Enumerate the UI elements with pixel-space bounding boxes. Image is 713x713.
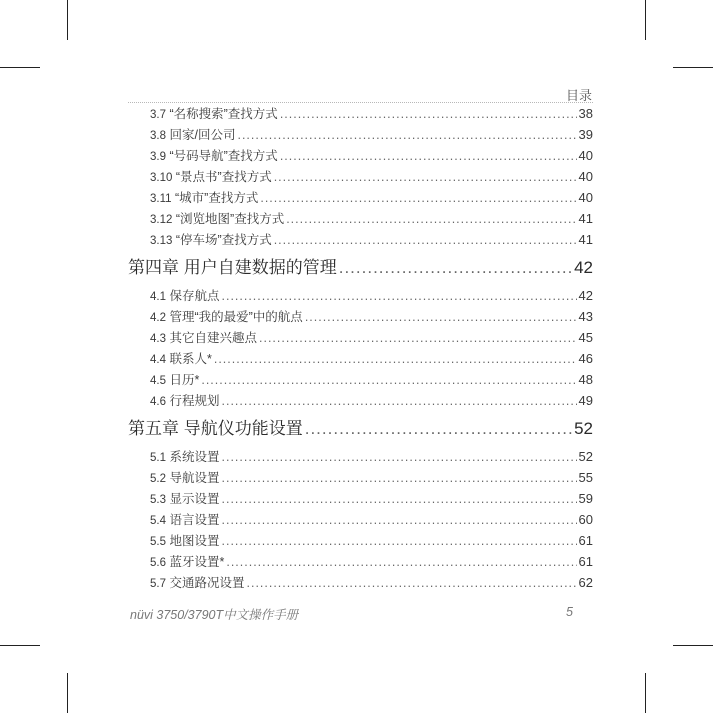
toc-dot-leader	[222, 531, 577, 552]
toc-page-number: 38	[578, 106, 593, 121]
toc-dot-leader	[260, 188, 576, 209]
toc-page-number: 52	[574, 419, 593, 438]
footer-manual-title: nüvi 3750/3790T中文操作手册	[130, 608, 299, 622]
toc-entry-number: 4.4	[150, 354, 166, 366]
crop-mark-top-right	[673, 67, 713, 68]
toc-section-entry[interactable]	[128, 124, 593, 145]
toc-page-number: 43	[578, 309, 593, 324]
toc-entry-number: 3.10	[150, 172, 173, 184]
toc-dot-leader	[226, 552, 576, 573]
crop-mark-bottom-left	[67, 673, 68, 713]
toc-entry-title: 其它自建兴趣点	[169, 331, 257, 345]
toc-entry-title: “号码导航”查找方式	[169, 149, 278, 163]
toc-page-number: 45	[578, 330, 593, 345]
toc-entry-title: 蓝牙设置*	[169, 555, 225, 569]
toc-entry-number: 5.5	[150, 536, 166, 548]
crop-mark-bottom-right	[673, 645, 713, 646]
table-of-contents	[128, 103, 593, 593]
toc-section-entry[interactable]	[128, 229, 593, 250]
toc-entry-title: 第四章 用户自建数据的管理	[128, 258, 337, 277]
section-header: 目录	[565, 88, 592, 103]
toc-dot-leader	[222, 286, 577, 307]
toc-entry-number: 3.8	[150, 130, 166, 142]
toc-entry-title: 回家/回公司	[169, 128, 236, 142]
toc-section-entry[interactable]	[128, 530, 593, 551]
toc-entry-number: 5.3	[150, 494, 166, 506]
toc-dot-leader	[259, 328, 577, 349]
crop-mark-top-right	[645, 0, 646, 40]
toc-dot-leader	[305, 411, 572, 446]
toc-page-number: 46	[578, 351, 593, 366]
toc-dot-leader	[305, 307, 577, 328]
toc-section-entry[interactable]	[128, 390, 593, 411]
toc-entry-title: 显示设置	[169, 492, 220, 506]
toc-section-entry[interactable]	[128, 187, 593, 208]
toc-chapter-entry[interactable]	[128, 411, 593, 446]
toc-dot-leader	[274, 230, 577, 251]
toc-entry-number: 5.4	[150, 515, 166, 527]
toc-chapter-entry[interactable]	[128, 250, 593, 285]
toc-entry-number: 5.6	[150, 557, 166, 569]
toc-page-number: 61	[578, 554, 593, 569]
toc-entry-title: “浏览地图”查找方式	[175, 212, 285, 226]
toc-dot-leader	[274, 167, 577, 188]
toc-section-entry[interactable]	[128, 348, 593, 369]
crop-mark-bottom-right	[645, 673, 646, 713]
toc-page-number: 41	[578, 232, 593, 247]
toc-entry-title: 语言设置	[169, 513, 220, 527]
toc-dot-leader	[222, 510, 577, 531]
toc-entry-title: 保存航点	[169, 289, 220, 303]
toc-entry-title: 联系人*	[169, 352, 212, 366]
toc-page-number: 62	[578, 575, 593, 590]
crop-mark-bottom-left	[0, 645, 40, 646]
toc-page-number: 52	[578, 449, 593, 464]
toc-dot-leader	[222, 489, 577, 510]
toc-entry-number: 3.9	[150, 151, 166, 163]
toc-page-number: 55	[578, 470, 593, 485]
toc-entry-title: “停车场”查找方式	[175, 233, 272, 247]
toc-dot-leader	[222, 447, 577, 468]
toc-entry-number: 5.1	[150, 452, 166, 464]
toc-page-number: 60	[578, 512, 593, 527]
toc-dot-leader	[280, 146, 577, 167]
toc-dot-leader	[222, 391, 577, 412]
toc-entry-number: 3.13	[150, 235, 173, 247]
toc-entry-title: 第五章 导航仪功能设置	[128, 419, 303, 438]
toc-entry-number: 3.11	[150, 193, 172, 205]
toc-entry-title: 管理“我的最爱”中的航点	[169, 310, 303, 324]
toc-section-entry[interactable]	[128, 467, 593, 488]
toc-section-entry[interactable]	[128, 166, 593, 187]
toc-section-entry[interactable]	[128, 572, 593, 593]
toc-section-entry[interactable]	[128, 369, 593, 390]
toc-section-entry[interactable]	[128, 145, 593, 166]
toc-dot-leader	[339, 250, 572, 285]
toc-entry-title: “城市”查找方式	[175, 191, 259, 205]
toc-page-number: 41	[578, 211, 593, 226]
toc-entry-title: 导航设置	[169, 471, 220, 485]
toc-dot-leader	[214, 349, 577, 370]
toc-page-number: 59	[578, 491, 593, 506]
toc-dot-leader	[286, 209, 576, 230]
toc-page-number: 61	[578, 533, 593, 548]
toc-section-entry[interactable]	[128, 488, 593, 509]
toc-page-number: 40	[578, 190, 593, 205]
toc-page-number: 42	[574, 258, 593, 277]
toc-section-entry[interactable]	[128, 306, 593, 327]
toc-entry-number: 3.7	[150, 109, 166, 121]
toc-entry-title: 系统设置	[169, 450, 220, 464]
toc-section-entry[interactable]	[128, 551, 593, 572]
toc-entry-number: 4.1	[150, 291, 166, 303]
toc-section-entry[interactable]	[128, 208, 593, 229]
toc-entry-number: 5.2	[150, 473, 166, 485]
toc-entry-number: 3.12	[150, 214, 173, 226]
toc-entry-number: 4.5	[150, 375, 166, 387]
toc-entry-title: 日历*	[169, 373, 200, 387]
toc-page-number: 48	[578, 372, 593, 387]
toc-dot-leader	[222, 468, 577, 489]
toc-page-number: 39	[578, 127, 593, 142]
toc-entry-number: 4.3	[150, 333, 166, 345]
crop-mark-top-left	[67, 0, 68, 40]
toc-page-number: 40	[578, 148, 593, 163]
toc-entry-title: “名称搜索”查找方式	[169, 107, 278, 121]
toc-dot-leader	[247, 573, 577, 594]
toc-dot-leader	[201, 370, 576, 391]
toc-entry-title: 交通路况设置	[169, 576, 245, 590]
toc-section-entry[interactable]	[128, 327, 593, 348]
toc-entry-title: “景点书”查找方式	[175, 170, 272, 184]
toc-dot-leader	[237, 125, 576, 146]
toc-entry-number: 4.6	[150, 396, 166, 408]
toc-entry-title: 行程规划	[169, 394, 220, 408]
toc-page-number: 49	[578, 393, 593, 408]
toc-page-number: 40	[578, 169, 593, 184]
toc-section-entry[interactable]	[128, 446, 593, 467]
toc-page-number: 42	[578, 288, 593, 303]
crop-mark-top-left	[0, 67, 40, 68]
toc-entry-number: 5.7	[150, 578, 166, 590]
toc-section-entry[interactable]	[128, 509, 593, 530]
footer-page-number: 5	[566, 605, 573, 619]
toc-section-entry[interactable]	[128, 103, 593, 124]
toc-entry-number: 4.2	[150, 312, 166, 324]
toc-entry-title: 地图设置	[169, 534, 220, 548]
toc-dot-leader	[280, 104, 577, 125]
toc-section-entry[interactable]	[128, 285, 593, 306]
